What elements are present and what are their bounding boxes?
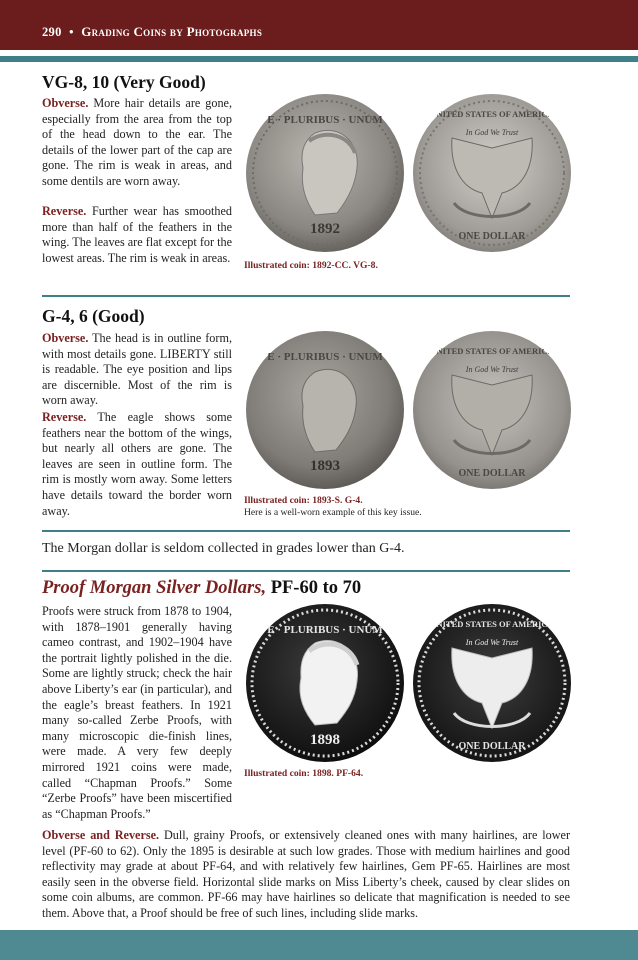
g-reverse-label: Reverse. [42, 410, 87, 424]
g-obverse-text: The head is in outline form, with most details gone. LIBERTY still is readable. The eye position and lips are discernible. Most of the rim is worn away. [42, 331, 232, 408]
vg-reverse-label: Reverse. [42, 204, 87, 218]
vg-reverse-coin-image [412, 93, 572, 253]
proof-heading [42, 578, 361, 599]
section-divider-3 [42, 570, 570, 572]
vg-reverse-motto: In God We Trust [465, 128, 519, 137]
proof-intro-paragraph: Proofs were struck from 1878 to 1904, with 1878–1901 generally having cameo contrast, and 1902–1904 have the portrait lightly polished in the die. Some are lightly struck; check the hair above Liberty’s ear (in particular), and the eagle’s breast feathers. In 1921 many so-called Zerbe Proofs, with many microscopic die-finish lines, were made. A very few deeply mirrored 1921 coins were made, called “Chapman Proofs.” Some “Zerbe Proofs” have been miscertified as “Chapman Proofs.” [42, 604, 232, 821]
vg-obverse-label: Obverse. [42, 96, 89, 110]
page-header [0, 0, 638, 50]
vg-reverse-text: Further wear has smoothed more than half of the feathers in the wing. The leaves are flat except for the lowest areas. The rim is weak in areas. [42, 204, 232, 265]
header-teal-bar [0, 56, 638, 62]
vg-caption [244, 260, 378, 272]
proof-caption-text: Illustrated coin: 1898. PF-64. [244, 768, 364, 779]
proof-reverse-legend: UNITED STATES OF AMERICA [430, 619, 554, 629]
vg-reverse-paragraph [42, 204, 232, 266]
proof-reverse-denomination: ONE DOLLAR [458, 741, 526, 752]
proof-obverse-coin-image [245, 603, 405, 763]
section-divider-2 [42, 530, 570, 532]
proof-caption [244, 768, 363, 780]
vg-obverse-coin-image [245, 93, 405, 253]
g-obverse-legend: E · PLURIBUS · UNUM [267, 351, 383, 363]
proof-obv-rev-text: Dull, grainy Proofs, or extensively cleaned ones with many hairlines, are lower level (PF-60 to 62). Only the 1895 is desirable at such low grades. Those with medium hairlines and good reflectivity may grade at about PF-64, and with relatively few hairlines, Gem PF-65. Hairlines are most easily seen in the obverse field. Horizontal slide marks on Miss Liberty’s cheek, caused by clear slides on some coin albums, are common. PF-66 may have hairlines so delicate that magnification is needed to see them. Above that, a Proof should be free of such lines, including slide marks. [42, 828, 570, 920]
g-caption-text: Illustrated coin: 1893-S. G-4. [244, 495, 363, 506]
page-number: 290 [42, 25, 62, 39]
proof-obverse-reverse-paragraph [42, 828, 570, 922]
g-reverse-text: The eagle shows some feathers near the bottom of the wings, but nearly all others are gone. The leaves are seen in outline form. The rim is mostly worn away. Some letters have details toward the border worn away. [42, 410, 232, 518]
proof-heading-italic: Proof Morgan Silver Dollars, [42, 578, 267, 598]
g-reverse-coin-image [412, 330, 572, 490]
vg-obverse-date: 1892 [310, 221, 340, 237]
vg-obverse-paragraph [42, 96, 232, 190]
g-caption [244, 495, 422, 519]
g-reverse-denomination: ONE DOLLAR [458, 468, 526, 479]
proof-obverse-legend: E · PLURIBUS · UNUM [267, 624, 383, 636]
vg-caption-text: Illustrated coin: 1892-CC. VG-8. [244, 260, 378, 271]
footer-teal-bar [0, 930, 638, 960]
proof-reverse-coin-image [412, 603, 572, 763]
g-heading: G-4, 6 (Good) [42, 306, 145, 326]
vg-obverse-legend: E · PLURIBUS · UNUM [267, 114, 383, 126]
running-title: Grading Coins by Photographs [81, 24, 263, 39]
running-head [42, 24, 262, 40]
proof-obv-rev-label: Obverse and Reverse. [42, 828, 160, 842]
g-caption-note: Here is a well-worn example of this key issue. [244, 507, 422, 518]
vg-heading: VG-8, 10 (Very Good) [42, 72, 206, 92]
g-reverse-motto: In God We Trust [465, 365, 519, 374]
vg-reverse-legend: UNITED STATES OF AMERICA [430, 109, 554, 119]
g-obverse-paragraph [42, 331, 232, 409]
g-obverse-coin-image [245, 330, 405, 490]
g-reverse-paragraph [42, 410, 232, 519]
proof-heading-rest: PF-60 to 70 [266, 578, 362, 598]
section-divider-1 [42, 295, 570, 297]
morgan-grade-note: The Morgan dollar is seldom collected in grades lower than G-4. [42, 541, 405, 556]
proof-obverse-date: 1898 [310, 732, 340, 748]
g-reverse-legend: UNITED STATES OF AMERICA [430, 346, 554, 356]
g-obverse-label: Obverse. [42, 331, 89, 345]
g-obverse-date: 1893 [310, 458, 340, 474]
vg-obverse-text: More hair details are gone, especially from the area from the top of the head down to the ear. The details of the lower part of the cap are gone. The rim is weak in areas, and some dentils are worn away. [42, 96, 232, 188]
header-separator: • [69, 25, 74, 39]
vg-reverse-denomination: ONE DOLLAR [458, 231, 526, 242]
proof-reverse-motto: In God We Trust [465, 638, 519, 647]
